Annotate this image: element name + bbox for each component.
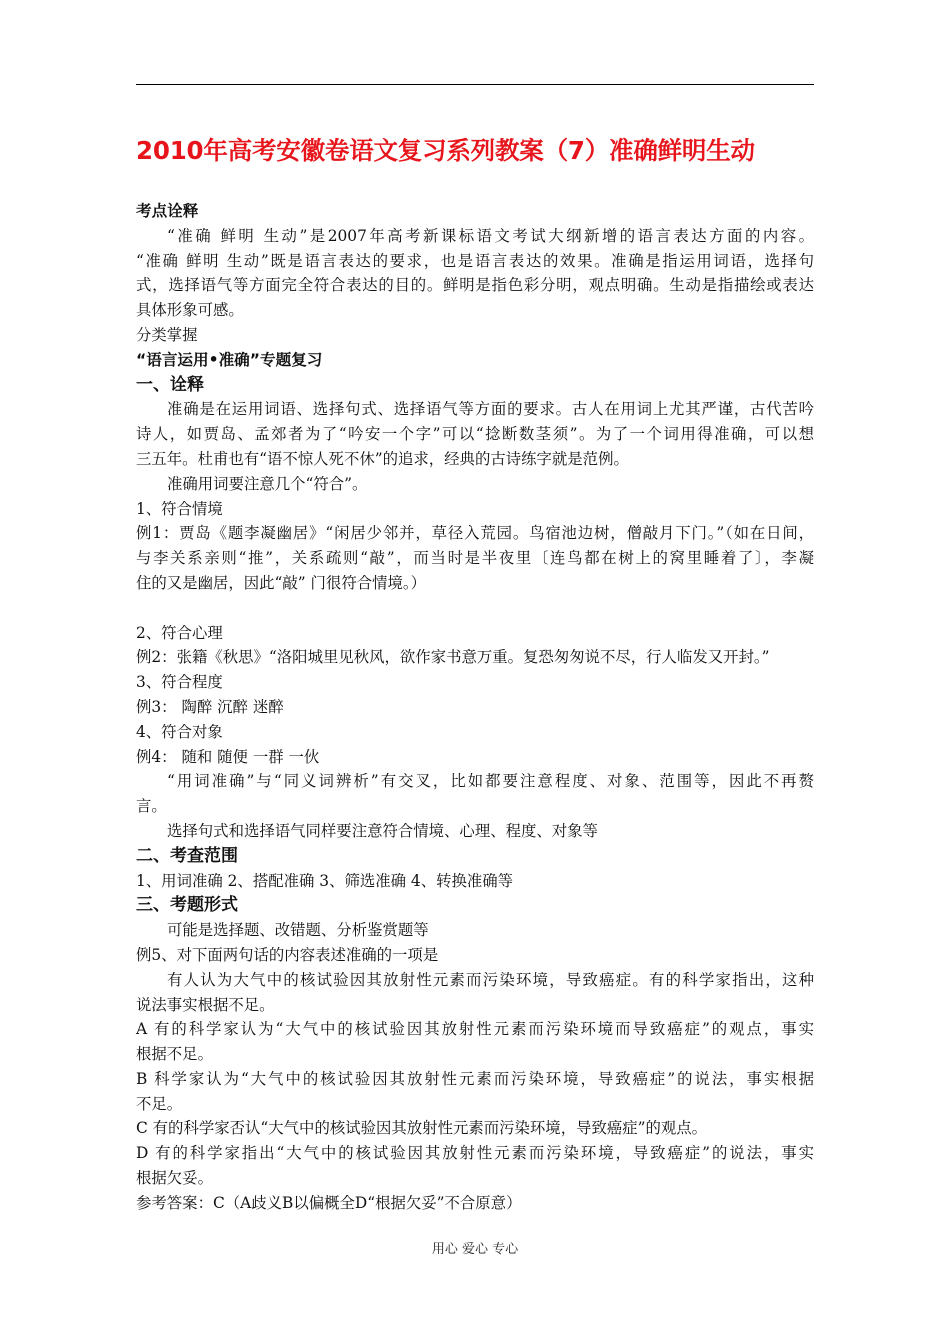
option-b-line-1: B 科学家认为“大气中的核试验因其放射性元素而污染环境，导致癌症”的说法，事实根据: [136, 1069, 814, 1088]
answer: 参考答案：C（A歧义B以偏概全D“根据欠妥”不合原意）: [136, 1193, 522, 1212]
para1-line-1: 准确是在运用词语、选择句式、选择语气等方面的要求。古人在用词上尤其严谨，古代苦吟: [167, 400, 814, 419]
example-5-question: 例5、对下面两句话的内容表述准确的一项是: [136, 945, 439, 964]
example-4: 例4： 随和 随便 一群 一伙: [136, 747, 320, 766]
topic-heading: “语言运用•准确”专题复习: [136, 350, 323, 369]
heading-range: 二、考查范围: [136, 845, 238, 866]
para4: 选择句式和选择语气同样要注意符合情境、心理、程度、对象等: [167, 821, 598, 840]
option-a-line-2: 根据不足。: [136, 1045, 213, 1064]
example1-line-3: 住的又是幽居，因此“敲” 门很符合情境。）: [136, 573, 426, 592]
example1-line-2: 与李关系亲则“推”，关系疏则“敲”，而当时是半夜里〔连鸟都在树上的窝里睡着了〕，李凝: [136, 549, 814, 568]
example-2: 例2：张籍《秋思》“洛阳城里见秋风，欲作家书意万重。复恐匆匆说不尽，行人临发又开封。”: [136, 648, 770, 667]
fenlei-label: 分类掌握: [136, 325, 198, 344]
example1-line-1: 例1：贾岛《题李凝幽居》“闲居少邻并，草径入荒园。鸟宿池边树，僧敲月下门。”（如在日间，: [136, 524, 814, 543]
intro-line-4: 具体形象可感。: [136, 301, 244, 320]
para3-line-2: 言。: [136, 797, 167, 816]
option-a-line-1: A 有的科学家认为“大气中的核试验因其放射性元素而污染环境而导致癌症”的观点，事实: [136, 1020, 814, 1039]
blank-line: [136, 596, 814, 621]
option-c: C 有的科学家否认“大气中的核试验因其放射性元素而污染环境，导致癌症”的观点。: [136, 1119, 708, 1138]
item-1: 1、符合情境: [136, 499, 223, 518]
page-title: 2010年高考安徽卷语文复习系列教案（7）准确鲜明生动: [136, 136, 755, 165]
heading-quanshi: 一、诠释: [136, 374, 204, 395]
option-b-line-2: 不足。: [136, 1094, 183, 1113]
intro-line-3: 式，选择语气等方面完全符合表达的目的。鲜明是指色彩分明，观点明确。生动是指描绘或表达: [136, 276, 814, 295]
example5-text-line-1: 有人认为大气中的核试验因其放射性元素而污染环境，导致癌症。有的科学家指出，这种: [167, 970, 814, 989]
forms-text: 可能是选择题、改错题、分析鉴赏题等: [167, 921, 429, 940]
option-d-line-1: D 有的科学家指出“大气中的核试验因其放射性元素而污染环境，导致癌症”的说法，事实: [136, 1144, 814, 1163]
para3-line-1: “用词准确”与“同义词辨析”有交叉，比如都要注意程度、对象、范围等，因此不再赘: [167, 772, 814, 791]
document-body: [136, 199, 814, 1216]
item-2: 2、符合心理: [136, 623, 223, 642]
example-3: 例3： 陶醉 沉醉 迷醉: [136, 697, 284, 716]
section-heading-kaodian: 考点诠释: [136, 202, 199, 220]
heading-forms: 三、考题形式: [136, 895, 238, 916]
example5-text-line-2: 说法事实根据不足。: [136, 995, 275, 1014]
intro-line-1: “准确 鲜明 生动”是2007年高考新课标语文考试大纲新增的语言表达方面的内容。: [167, 226, 814, 245]
option-d-line-2: 根据欠妥。: [136, 1169, 213, 1188]
item-4: 4、符合对象: [136, 722, 223, 741]
page-footer: 用心 爱心 专心: [431, 1242, 519, 1257]
header-rule: [136, 84, 814, 85]
item-3: 3、符合程度: [136, 673, 223, 692]
intro-line-2: “准确 鲜明 生动”既是语言表达的要求，也是语言表达的效果。准确是指运用词语，选择句: [136, 251, 814, 270]
range-text: 1、用词准确 2、搭配准确 3、筛选准确 4、转换准确等: [136, 871, 514, 890]
para2: 准确用词要注意几个“符合”。: [167, 474, 368, 493]
para1-line-2: 诗人，如贾岛、孟郊者为了“吟安一个字”可以“捻断数茎须”。为了一个词用得准确，可以想: [136, 425, 814, 444]
para1-line-3: 三五年。杜甫也有“语不惊人死不休”的追求，经典的古诗练字就是范例。: [136, 449, 629, 468]
